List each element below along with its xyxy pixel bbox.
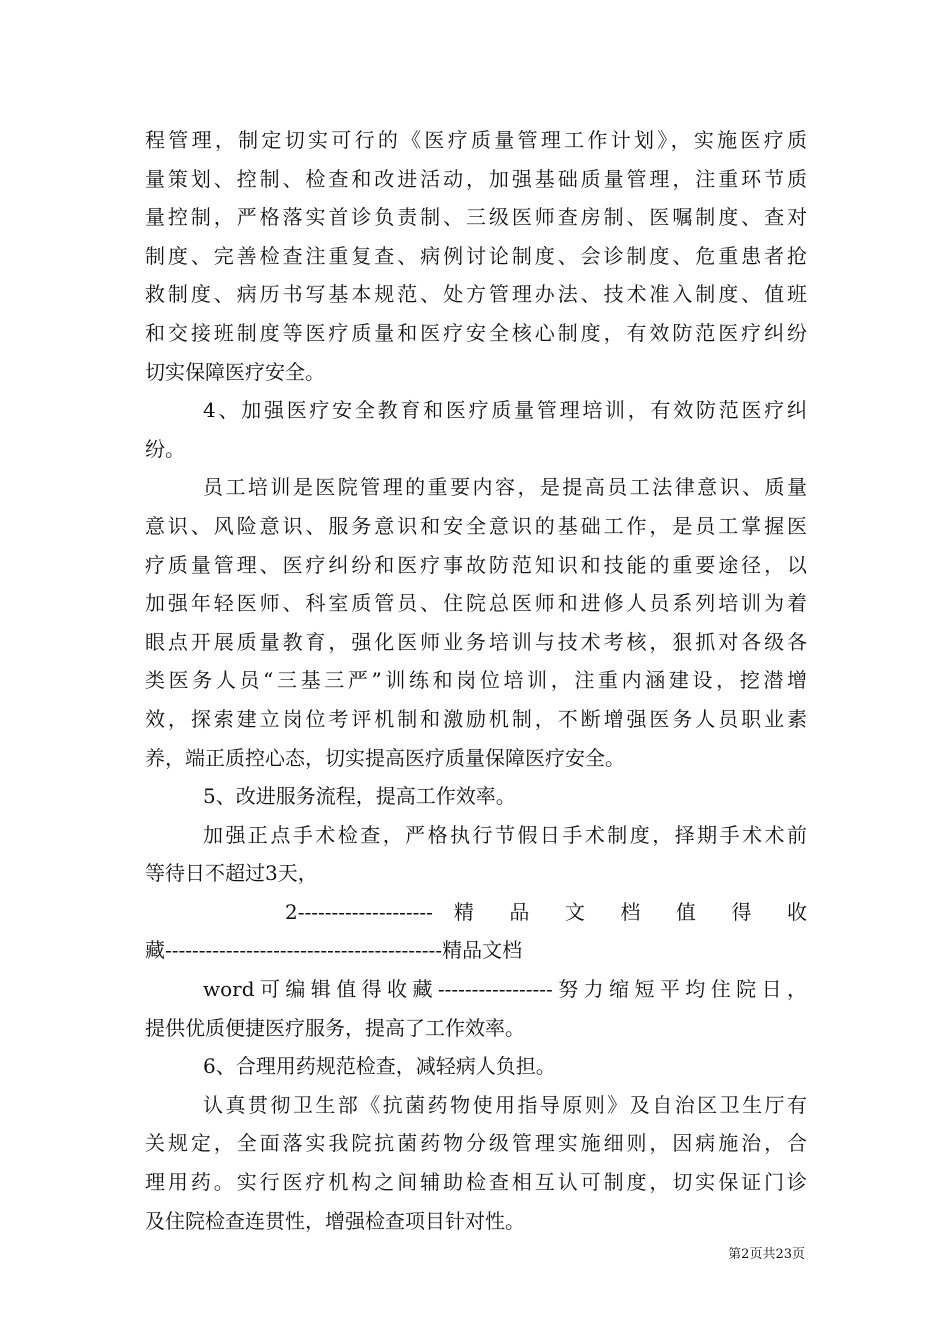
text-line: 意识、风险意识、服务意识和安全意识的基础工作，是员工掌握医	[145, 513, 807, 538]
text-line: 类医务人员“三基三严”训练和岗位培训，注重内涵建设，挖潜增	[145, 668, 807, 693]
text-line: 制度、完善检查注重复查、病例讨论制度、会诊制度、危重患者抢	[145, 243, 807, 268]
text-line: 员工培训是医院管理的重要内容，是提高员工法律意识、质量	[203, 475, 807, 500]
text-line: 量策划、控制、检查和改进活动，加强基础质量管理，注重环节质	[145, 166, 807, 191]
text-line: 疗质量管理、医疗纠纷和医疗事故防范知识和技能的重要途径，以	[145, 552, 807, 577]
section-heading-line: 6、合理用药规范检查，减轻病人负担。	[203, 1054, 556, 1079]
text-line: 眼点开展质量教育，强化医师业务培训与技术考核，狠抓对各级各	[145, 629, 807, 654]
text-line: 效，探索建立岗位考评机制和激励机制，不断增强医务人员职业素	[145, 706, 807, 731]
page-number: 第2页共23页	[728, 1247, 805, 1262]
watermark-line: 藏-----------------------------------------精品文档	[145, 938, 523, 963]
section-heading-line: 4、加强医疗安全教育和医疗质量管理培训，有效防范医疗纠	[203, 398, 807, 423]
text-line: 理用药。实行医疗机构之间辅助检查相互认可制度，切实保证门诊	[145, 1170, 807, 1195]
text-line: 量控制，严格落实首诊负责制、三级医师查房制、医嘱制度、查对	[145, 205, 807, 230]
text-line: 提供优质便捷医疗服务，提高了工作效率。	[145, 1015, 525, 1040]
watermark-line: 2-------------------- 精 品 文 档 值 得 收	[285, 899, 807, 924]
text-line: 和交接班制度等医疗质量和医疗安全核心制度，有效防范医疗纠纷	[145, 320, 807, 345]
text-line: 加强正点手术检查，严格执行节假日手术制度，择期手术术前	[203, 822, 807, 847]
text-line: word可编辑值得收藏-----------------努力缩短平均住院日，	[203, 977, 807, 1002]
text-line: 加强年轻医师、科室质管员、住院总医师和进修人员系列培训为着	[145, 591, 807, 616]
section-heading-line: 纷。	[145, 436, 185, 461]
document-body	[145, 121, 807, 1240]
text-line: 程管理，制定切实可行的《医疗质量管理工作计划》，实施医疗质	[145, 128, 807, 152]
text-line: 救制度、病历书写基本规范、处方管理办法、技术准入制度、值班	[145, 282, 807, 307]
text-line: 切实保障医疗安全。	[145, 359, 325, 384]
text-line: 认真贯彻卫生部《抗菌药物使用指导原则》及自治区卫生厅有	[203, 1092, 807, 1117]
text-line: 及住院检查连贯性，增强检查项目针对性。	[145, 1208, 525, 1233]
text-line: 关规定，全面落实我院抗菌药物分级管理实施细则，因病施治，合	[145, 1131, 807, 1156]
text-line: 等待日不超过3天，	[145, 861, 318, 886]
text-line: 养，端正质控心态，切实提高医疗质量保障医疗安全。	[145, 745, 625, 770]
section-heading-line: 5、改进服务流程，提高工作效率。	[203, 784, 516, 809]
